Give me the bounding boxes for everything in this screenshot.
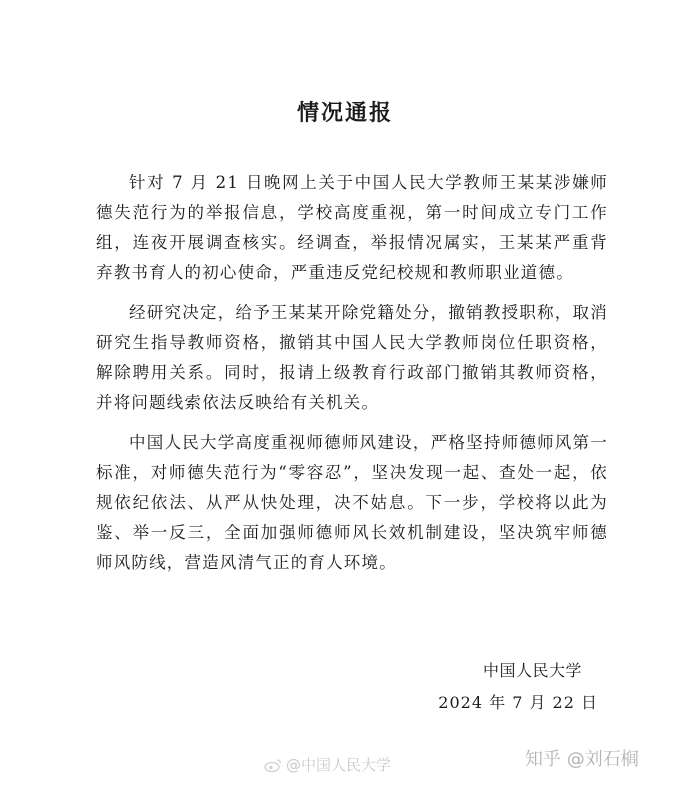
document-body: [96, 168, 608, 588]
zhihu-watermark-text: 知乎 @刘石榈: [525, 749, 639, 770]
weibo-icon: [264, 758, 282, 772]
paragraph-2: 经研究决定，给予王某某开除党籍处分，撤销教授职称，取消研究生指导教师资格，撤销其中国人民大学教师岗位任职资格，解除聘用关系。同时，报请上级教育行政部门撤销其教师资格，并将问题线索依法反映给有关机关。: [96, 303, 608, 412]
zhihu-watermark: [525, 745, 639, 771]
document-title: 情况通报: [296, 101, 393, 126]
signature-date: 2024 年 7 月 22 日: [438, 693, 598, 712]
weibo-watermark: [264, 754, 391, 775]
paragraph-3: 中国人民大学高度重视师德师风建设，严格坚持师德师风第一标准，对师德失范行为“零容忍”，坚决发现一起、查处一起，依规依纪依法、从严从快处理，决不姑息。下一步，学校将以此为鉴、举一反三，全面加强师德师风长效机制建设，坚决筑牢师德师风防线，营造风清气正的育人环境。: [96, 433, 608, 572]
paragraph-1: 针对 7 月 21 日晚网上关于中国人民大学教师王某某涉嫌师德失范行为的举报信息，学校高度重视，第一时间成立专门工作组，连夜开展调查核实。经调查，举报情况属实，王某某严重背弃教书育人的初心使命，严重违反党纪校规和教师职业道德。: [96, 173, 608, 282]
signature-organization: 中国人民大学: [482, 661, 582, 680]
weibo-watermark-text: @中国人民大学: [286, 756, 392, 774]
